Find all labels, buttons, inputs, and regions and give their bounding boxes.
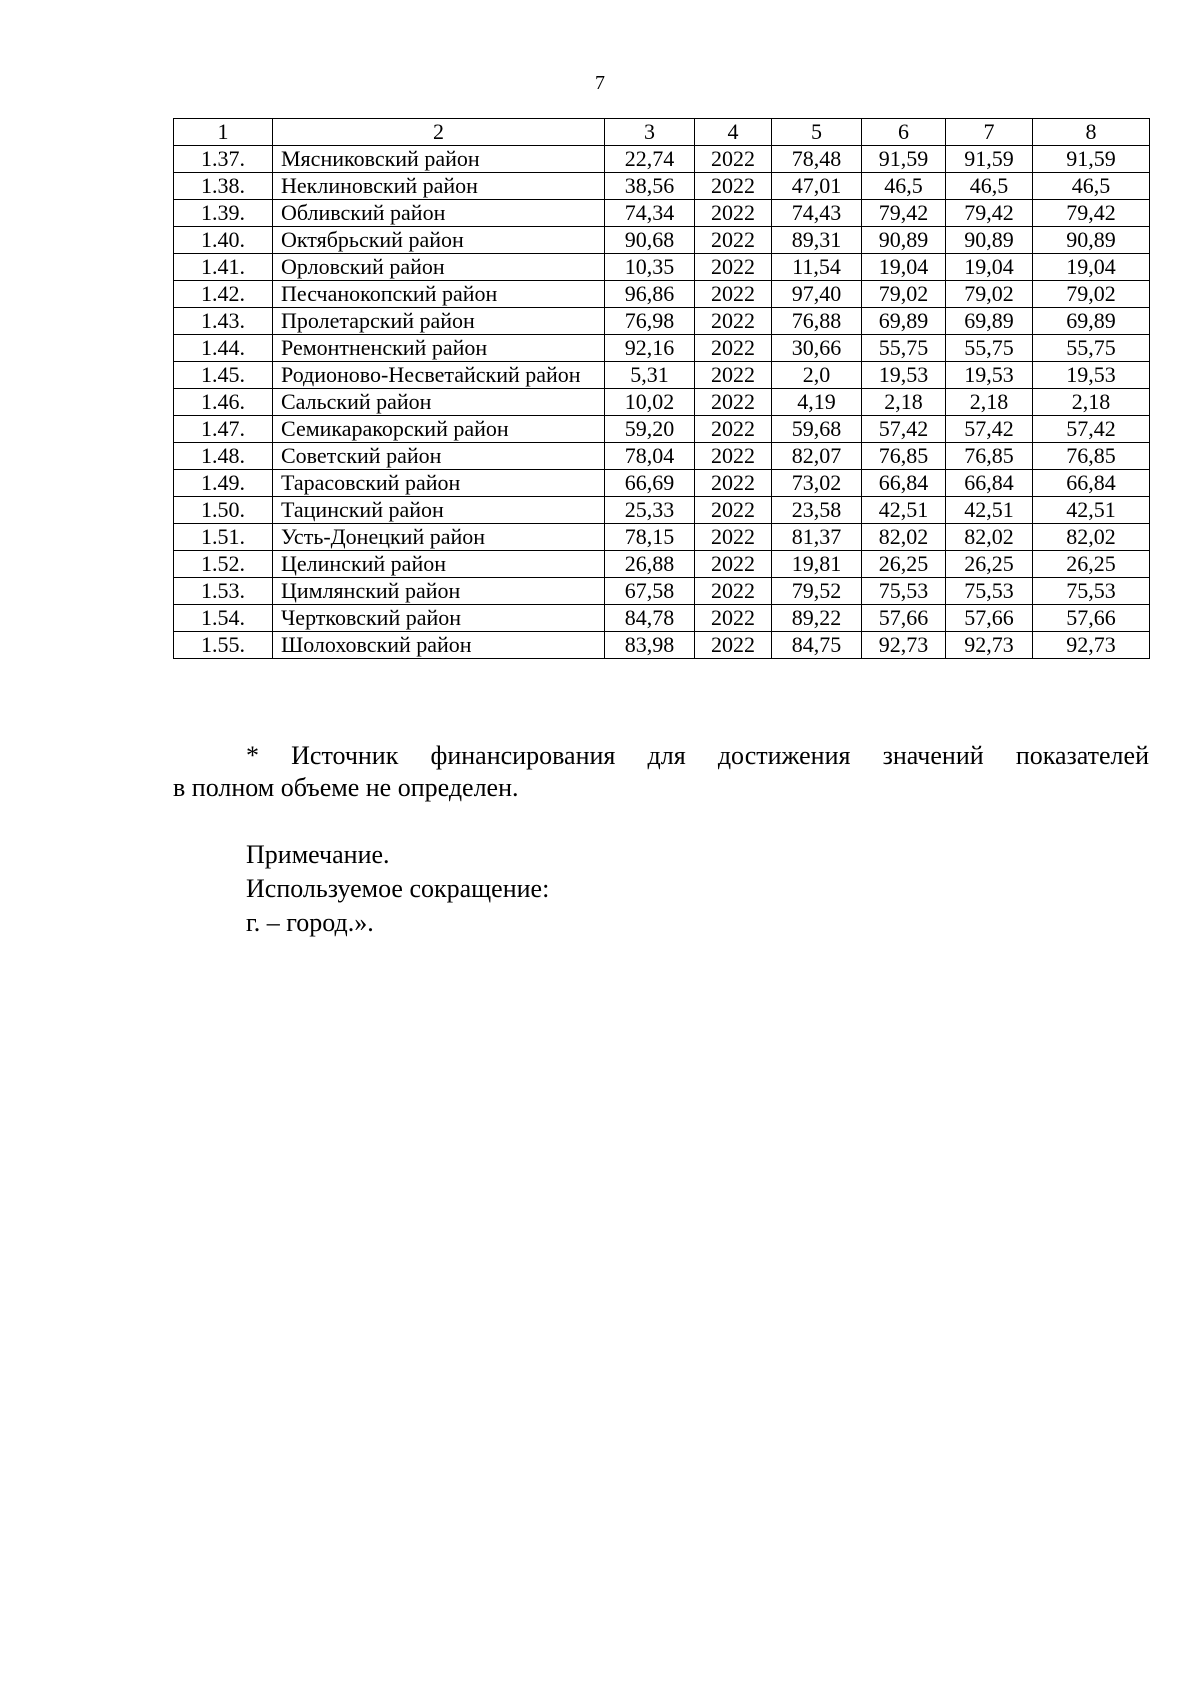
value-cell: 57,42: [946, 416, 1033, 443]
value-cell: 67,58: [605, 578, 695, 605]
row-number-cell: 1.51.: [174, 524, 273, 551]
value-cell: 96,86: [605, 281, 695, 308]
footnote-line-2: в полном объеме не определен.: [173, 773, 519, 802]
row-number-cell: 1.46.: [174, 389, 273, 416]
value-cell: 75,53: [862, 578, 946, 605]
row-number-cell: 1.50.: [174, 497, 273, 524]
value-cell: 42,51: [862, 497, 946, 524]
table-row: [174, 227, 1150, 254]
notes-title: Примечание.: [246, 840, 390, 869]
row-number-cell: 1.48.: [174, 443, 273, 470]
district-name-cell: Родионово-Несветайский район: [273, 362, 605, 389]
row-number-cell: 1.39.: [174, 200, 273, 227]
value-cell: 69,89: [862, 308, 946, 335]
value-cell: 66,84: [862, 470, 946, 497]
value-cell: 91,59: [1033, 146, 1150, 173]
value-cell: 19,53: [862, 362, 946, 389]
row-number-cell: 1.54.: [174, 605, 273, 632]
value-cell: 89,22: [772, 605, 862, 632]
value-cell: 55,75: [946, 335, 1033, 362]
value-cell: 38,56: [605, 173, 695, 200]
value-cell: 57,42: [1033, 416, 1150, 443]
value-cell: 55,75: [862, 335, 946, 362]
value-cell: 78,04: [605, 443, 695, 470]
header-cell: 5: [772, 119, 862, 146]
value-cell: 79,02: [862, 281, 946, 308]
value-cell: 2022: [695, 227, 772, 254]
table-row: [174, 497, 1150, 524]
value-cell: 55,75: [1033, 335, 1150, 362]
header-cell: 8: [1033, 119, 1150, 146]
value-cell: 76,85: [1033, 443, 1150, 470]
value-cell: 4,19: [772, 389, 862, 416]
value-cell: 47,01: [772, 173, 862, 200]
district-name-cell: Сальский район: [273, 389, 605, 416]
district-name-cell: Мясниковский район: [273, 146, 605, 173]
row-number-cell: 1.40.: [174, 227, 273, 254]
table-row: [174, 335, 1150, 362]
table-row: [174, 308, 1150, 335]
value-cell: 26,25: [862, 551, 946, 578]
district-name-cell: Песчанокопский район: [273, 281, 605, 308]
value-cell: 2022: [695, 308, 772, 335]
row-number-cell: 1.49.: [174, 470, 273, 497]
district-name-cell: Обливский район: [273, 200, 605, 227]
value-cell: 42,51: [1033, 497, 1150, 524]
district-name-cell: Пролетарский район: [273, 308, 605, 335]
district-name-cell: Тацинский район: [273, 497, 605, 524]
value-cell: 19,81: [772, 551, 862, 578]
table-row: [174, 200, 1150, 227]
value-cell: 92,73: [946, 632, 1033, 659]
value-cell: 2022: [695, 443, 772, 470]
value-cell: 2022: [695, 470, 772, 497]
district-name-cell: Шолоховский район: [273, 632, 605, 659]
row-number-cell: 1.43.: [174, 308, 273, 335]
row-number-cell: 1.53.: [174, 578, 273, 605]
value-cell: 2022: [695, 524, 772, 551]
value-cell: 19,04: [1033, 254, 1150, 281]
value-cell: 84,78: [605, 605, 695, 632]
value-cell: 26,88: [605, 551, 695, 578]
table-row: [174, 551, 1150, 578]
value-cell: 78,48: [772, 146, 862, 173]
table-row: [174, 416, 1150, 443]
value-cell: 26,25: [946, 551, 1033, 578]
value-cell: 10,02: [605, 389, 695, 416]
table-header-row: [174, 119, 1150, 146]
table-row: [174, 281, 1150, 308]
value-cell: 90,89: [862, 227, 946, 254]
table-row: [174, 443, 1150, 470]
value-cell: 2,18: [1033, 389, 1150, 416]
district-name-cell: Неклиновский район: [273, 173, 605, 200]
value-cell: 66,84: [946, 470, 1033, 497]
value-cell: 2022: [695, 389, 772, 416]
row-number-cell: 1.42.: [174, 281, 273, 308]
table-row: [174, 362, 1150, 389]
value-cell: 2022: [695, 281, 772, 308]
value-cell: 74,43: [772, 200, 862, 227]
value-cell: 82,02: [1033, 524, 1150, 551]
notes-abbrev-label: Используемое сокращение:: [246, 874, 550, 903]
value-cell: 2022: [695, 173, 772, 200]
row-number-cell: 1.44.: [174, 335, 273, 362]
value-cell: 42,51: [946, 497, 1033, 524]
notes-block: [246, 838, 549, 940]
value-cell: 2,18: [862, 389, 946, 416]
indicators-table: [173, 118, 1150, 659]
row-number-cell: 1.45.: [174, 362, 273, 389]
table-row: [174, 605, 1150, 632]
value-cell: 2022: [695, 578, 772, 605]
value-cell: 2022: [695, 335, 772, 362]
value-cell: 5,31: [605, 362, 695, 389]
value-cell: 76,88: [772, 308, 862, 335]
value-cell: 2,0: [772, 362, 862, 389]
district-name-cell: Целинский район: [273, 551, 605, 578]
table-row: [174, 254, 1150, 281]
district-name-cell: Орловский район: [273, 254, 605, 281]
value-cell: 46,5: [1033, 173, 1150, 200]
value-cell: 79,42: [862, 200, 946, 227]
value-cell: 66,84: [1033, 470, 1150, 497]
value-cell: 57,66: [1033, 605, 1150, 632]
value-cell: 46,5: [862, 173, 946, 200]
value-cell: 22,74: [605, 146, 695, 173]
table-row: [174, 578, 1150, 605]
value-cell: 83,98: [605, 632, 695, 659]
footnote: [173, 740, 1149, 804]
value-cell: 92,73: [862, 632, 946, 659]
value-cell: 92,73: [1033, 632, 1150, 659]
value-cell: 91,59: [862, 146, 946, 173]
value-cell: 78,15: [605, 524, 695, 551]
value-cell: 76,85: [946, 443, 1033, 470]
district-name-cell: Чертковский район: [273, 605, 605, 632]
value-cell: 82,02: [862, 524, 946, 551]
value-cell: 91,59: [946, 146, 1033, 173]
value-cell: 82,07: [772, 443, 862, 470]
value-cell: 2022: [695, 362, 772, 389]
table-row: [174, 632, 1150, 659]
district-name-cell: Цимлянский район: [273, 578, 605, 605]
value-cell: 90,89: [946, 227, 1033, 254]
row-number-cell: 1.55.: [174, 632, 273, 659]
footnote-line-1: * Источник финансирования для достижения значений показателей: [246, 741, 1149, 770]
value-cell: 11,54: [772, 254, 862, 281]
district-name-cell: Ремонтненский район: [273, 335, 605, 362]
value-cell: 66,69: [605, 470, 695, 497]
value-cell: 74,34: [605, 200, 695, 227]
value-cell: 19,04: [946, 254, 1033, 281]
value-cell: 2022: [695, 254, 772, 281]
notes-abbrev: г. – город.».: [246, 908, 374, 937]
value-cell: 73,02: [772, 470, 862, 497]
header-cell: 2: [273, 119, 605, 146]
header-cell: 6: [862, 119, 946, 146]
value-cell: 2022: [695, 551, 772, 578]
value-cell: 2022: [695, 416, 772, 443]
value-cell: 90,68: [605, 227, 695, 254]
value-cell: 2022: [695, 200, 772, 227]
value-cell: 69,89: [946, 308, 1033, 335]
value-cell: 2,18: [946, 389, 1033, 416]
table-row: [174, 146, 1150, 173]
district-name-cell: Тарасовский район: [273, 470, 605, 497]
table-row: [174, 470, 1150, 497]
value-cell: 97,40: [772, 281, 862, 308]
value-cell: 84,75: [772, 632, 862, 659]
value-cell: 79,02: [1033, 281, 1150, 308]
header-cell: 7: [946, 119, 1033, 146]
value-cell: 81,37: [772, 524, 862, 551]
value-cell: 2022: [695, 146, 772, 173]
value-cell: 75,53: [1033, 578, 1150, 605]
district-name-cell: Советский район: [273, 443, 605, 470]
value-cell: 25,33: [605, 497, 695, 524]
value-cell: 57,66: [862, 605, 946, 632]
value-cell: 23,58: [772, 497, 862, 524]
district-name-cell: Октябрьский район: [273, 227, 605, 254]
value-cell: 19,53: [1033, 362, 1150, 389]
row-number-cell: 1.47.: [174, 416, 273, 443]
row-number-cell: 1.41.: [174, 254, 273, 281]
table-row: [174, 389, 1150, 416]
page-number: 7: [595, 72, 605, 94]
value-cell: 59,68: [772, 416, 862, 443]
header-cell: 3: [605, 119, 695, 146]
row-number-cell: 1.37.: [174, 146, 273, 173]
table-row: [174, 173, 1150, 200]
header-cell: 4: [695, 119, 772, 146]
header-cell: 1: [174, 119, 273, 146]
value-cell: 79,52: [772, 578, 862, 605]
value-cell: 26,25: [1033, 551, 1150, 578]
value-cell: 10,35: [605, 254, 695, 281]
value-cell: 46,5: [946, 173, 1033, 200]
value-cell: 89,31: [772, 227, 862, 254]
district-name-cell: Семикаракорский район: [273, 416, 605, 443]
value-cell: 76,98: [605, 308, 695, 335]
value-cell: 82,02: [946, 524, 1033, 551]
value-cell: 69,89: [1033, 308, 1150, 335]
value-cell: 2022: [695, 605, 772, 632]
value-cell: 79,42: [946, 200, 1033, 227]
value-cell: 79,42: [1033, 200, 1150, 227]
value-cell: 75,53: [946, 578, 1033, 605]
value-cell: 59,20: [605, 416, 695, 443]
value-cell: 30,66: [772, 335, 862, 362]
value-cell: 92,16: [605, 335, 695, 362]
value-cell: 57,66: [946, 605, 1033, 632]
value-cell: 76,85: [862, 443, 946, 470]
row-number-cell: 1.52.: [174, 551, 273, 578]
value-cell: 90,89: [1033, 227, 1150, 254]
table-row: [174, 524, 1150, 551]
row-number-cell: 1.38.: [174, 173, 273, 200]
district-name-cell: Усть-Донецкий район: [273, 524, 605, 551]
value-cell: 79,02: [946, 281, 1033, 308]
value-cell: 19,53: [946, 362, 1033, 389]
value-cell: 2022: [695, 497, 772, 524]
value-cell: 57,42: [862, 416, 946, 443]
value-cell: 19,04: [862, 254, 946, 281]
value-cell: 2022: [695, 632, 772, 659]
